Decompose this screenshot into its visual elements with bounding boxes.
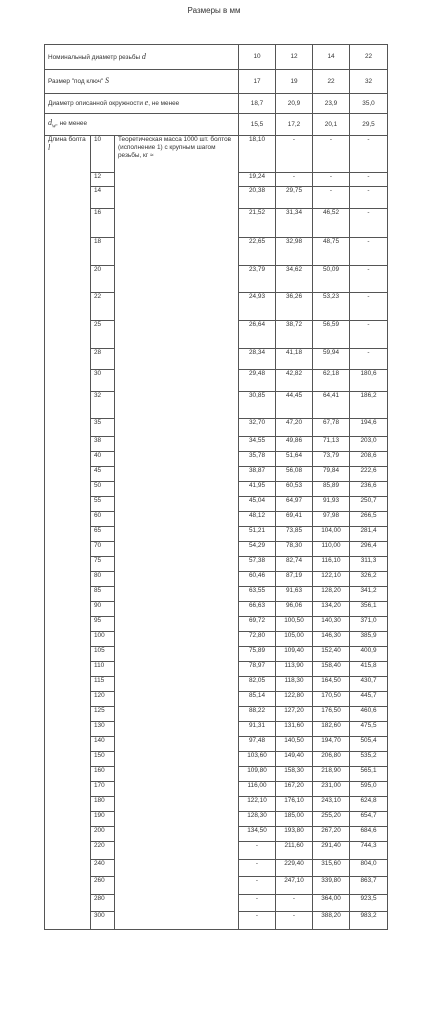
mass-value: 19,24	[239, 173, 276, 187]
mass-value: 29,75	[276, 187, 313, 209]
mass-value: 96,06	[276, 602, 313, 617]
mass-value: 218,90	[313, 767, 350, 782]
mass-value: 185,00	[276, 812, 313, 827]
mass-value: 51,64	[276, 452, 313, 467]
mass-value: 48,12	[239, 512, 276, 527]
mass-value: 250,7	[350, 497, 388, 512]
mass-note: Теоретическая масса 1000 шт. болтов (исполнение 1) с крупным шагом резьбы, кг ≈	[115, 136, 239, 930]
mass-value: 170,50	[313, 692, 350, 707]
length-value: 32	[91, 392, 115, 419]
mass-value: 85,14	[239, 692, 276, 707]
mass-value: 91,63	[276, 587, 313, 602]
mass-value: 415,8	[350, 662, 388, 677]
length-value: 16	[91, 209, 115, 238]
length-value: 180	[91, 797, 115, 812]
mass-value: 983,2	[350, 912, 388, 930]
wrench-size-cell: 32	[350, 70, 388, 94]
mass-value: 79,84	[313, 467, 350, 482]
mass-value: 97,98	[313, 512, 350, 527]
mass-value: 20,38	[239, 187, 276, 209]
mass-value: 28,34	[239, 349, 276, 370]
circle-diameter-cell: 23,9	[313, 94, 350, 114]
mass-value: 73,79	[313, 452, 350, 467]
mass-value: 34,62	[276, 266, 313, 293]
mass-value: -	[313, 173, 350, 187]
mass-value: 64,97	[276, 497, 313, 512]
length-value: 105	[91, 647, 115, 662]
mass-value: 122,10	[239, 797, 276, 812]
length-value: 100	[91, 632, 115, 647]
length-value: 80	[91, 572, 115, 587]
mass-value: 41,95	[239, 482, 276, 497]
mass-value: 267,20	[313, 827, 350, 842]
length-value: 35	[91, 419, 115, 437]
mass-value: 339,80	[313, 877, 350, 895]
mass-value: 109,80	[239, 767, 276, 782]
mass-value: 164,50	[313, 677, 350, 692]
mass-value: 624,8	[350, 797, 388, 812]
mass-value: 535,2	[350, 752, 388, 767]
mass-value: 371,0	[350, 617, 388, 632]
mass-value: 100,50	[276, 617, 313, 632]
mass-value: 131,60	[276, 722, 313, 737]
mass-value: 167,20	[276, 782, 313, 797]
mass-value: -	[239, 877, 276, 895]
mass-value: 23,79	[239, 266, 276, 293]
length-value: 85	[91, 587, 115, 602]
mass-value: -	[276, 912, 313, 930]
length-value: 140	[91, 737, 115, 752]
mass-value: 24,93	[239, 293, 276, 321]
mass-value: 315,60	[313, 860, 350, 877]
mass-value: 654,7	[350, 812, 388, 827]
circle-diameter-cell: 35,0	[350, 94, 388, 114]
length-value: 75	[91, 557, 115, 572]
length-value: 60	[91, 512, 115, 527]
mass-value: 208,6	[350, 452, 388, 467]
mass-value: 266,5	[350, 512, 388, 527]
mass-value: 45,04	[239, 497, 276, 512]
length-value: 300	[91, 912, 115, 930]
mass-value: 385,9	[350, 632, 388, 647]
mass-value: 60,46	[239, 572, 276, 587]
length-value: 22	[91, 293, 115, 321]
length-value: 120	[91, 692, 115, 707]
length-value: 280	[91, 895, 115, 912]
dw-row	[45, 114, 388, 136]
mass-value: 53,23	[313, 293, 350, 321]
dw-cell: 29,5	[350, 114, 388, 136]
mass-value: 128,20	[313, 587, 350, 602]
mass-value: 229,40	[276, 860, 313, 877]
table-row	[45, 136, 388, 173]
mass-value: 69,41	[276, 512, 313, 527]
mass-value: 116,10	[313, 557, 350, 572]
mass-value: 51,21	[239, 527, 276, 542]
length-value: 130	[91, 722, 115, 737]
length-value: 260	[91, 877, 115, 895]
length-value: 170	[91, 782, 115, 797]
mass-value: 311,3	[350, 557, 388, 572]
length-value: 40	[91, 452, 115, 467]
mass-value: 87,19	[276, 572, 313, 587]
mass-value: -	[350, 293, 388, 321]
mass-value: 85,89	[313, 482, 350, 497]
mass-value: 236,6	[350, 482, 388, 497]
mass-value: -	[350, 321, 388, 349]
mass-value: -	[350, 349, 388, 370]
mass-value: -	[350, 209, 388, 238]
mass-value: 54,29	[239, 542, 276, 557]
mass-value: 134,20	[313, 602, 350, 617]
mass-value: 923,5	[350, 895, 388, 912]
mass-value: 75,89	[239, 647, 276, 662]
circle-diameter-label: Диаметр описанной окружности e, не менее	[45, 94, 239, 114]
mass-value: 91,31	[239, 722, 276, 737]
mass-value: 122,10	[313, 572, 350, 587]
mass-value: 206,80	[313, 752, 350, 767]
nominal-diameter-cell: 14	[313, 45, 350, 70]
mass-value: 222,6	[350, 467, 388, 482]
mass-value: 194,6	[350, 419, 388, 437]
length-value: 110	[91, 662, 115, 677]
mass-value: 128,30	[239, 812, 276, 827]
mass-value: 505,4	[350, 737, 388, 752]
mass-value: -	[350, 173, 388, 187]
mass-value: -	[276, 173, 313, 187]
mass-value: 186,2	[350, 392, 388, 419]
mass-value: 109,40	[276, 647, 313, 662]
circle-diameter-cell: 20,9	[276, 94, 313, 114]
mass-value: 326,2	[350, 572, 388, 587]
mass-value: 82,05	[239, 677, 276, 692]
mass-value: -	[313, 187, 350, 209]
length-value: 65	[91, 527, 115, 542]
mass-value: 231,00	[313, 782, 350, 797]
mass-value: 88,22	[239, 707, 276, 722]
mass-value: 140,30	[313, 617, 350, 632]
dw-cell: 20,1	[313, 114, 350, 136]
mass-value: 62,18	[313, 370, 350, 392]
mass-value: 64,41	[313, 392, 350, 419]
mass-value: 744,3	[350, 842, 388, 860]
mass-value: -	[276, 136, 313, 173]
mass-value: -	[239, 912, 276, 930]
mass-value: 34,55	[239, 437, 276, 452]
mass-value: 113,90	[276, 662, 313, 677]
length-value: 190	[91, 812, 115, 827]
mass-value: 176,50	[313, 707, 350, 722]
mass-value: 78,97	[239, 662, 276, 677]
mass-value: 243,10	[313, 797, 350, 812]
mass-value: 445,7	[350, 692, 388, 707]
mass-value: 356,1	[350, 602, 388, 617]
mass-value: 72,80	[239, 632, 276, 647]
mass-value: 684,6	[350, 827, 388, 842]
mass-value: 38,87	[239, 467, 276, 482]
circle-diameter-row	[45, 94, 388, 114]
circle-diameter-cell: 18,7	[239, 94, 276, 114]
mass-value: 50,09	[313, 266, 350, 293]
mass-value: 66,63	[239, 602, 276, 617]
mass-value: 149,40	[276, 752, 313, 767]
mass-value: 281,4	[350, 527, 388, 542]
mass-value: 21,52	[239, 209, 276, 238]
length-value: 95	[91, 617, 115, 632]
mass-value: 71,13	[313, 437, 350, 452]
length-value: 30	[91, 370, 115, 392]
nominal-diameter-cell: 12	[276, 45, 313, 70]
mass-value: 430,7	[350, 677, 388, 692]
mass-value: 31,34	[276, 209, 313, 238]
mass-value: 49,86	[276, 437, 313, 452]
mass-value: 134,50	[239, 827, 276, 842]
length-value: 150	[91, 752, 115, 767]
mass-value: 182,60	[313, 722, 350, 737]
wrench-size-cell: 19	[276, 70, 313, 94]
mass-value: 104,00	[313, 527, 350, 542]
mass-value: 291,40	[313, 842, 350, 860]
mass-value: -	[350, 187, 388, 209]
mass-value: 35,78	[239, 452, 276, 467]
mass-value: 59,94	[313, 349, 350, 370]
length-value: 45	[91, 467, 115, 482]
mass-value: 176,10	[276, 797, 313, 812]
mass-value: 247,10	[276, 877, 313, 895]
length-value: 12	[91, 173, 115, 187]
length-value: 220	[91, 842, 115, 860]
length-value: 50	[91, 482, 115, 497]
mass-value: 296,4	[350, 542, 388, 557]
length-value: 70	[91, 542, 115, 557]
length-value: 20	[91, 266, 115, 293]
mass-value: 118,30	[276, 677, 313, 692]
mass-value: 565,1	[350, 767, 388, 782]
mass-value: 73,85	[276, 527, 313, 542]
dw-cell: 15,5	[239, 114, 276, 136]
mass-value: 110,00	[313, 542, 350, 557]
mass-value: 863,7	[350, 877, 388, 895]
mass-value: -	[313, 136, 350, 173]
bolt-dimensions-table	[44, 44, 388, 930]
mass-value: 475,5	[350, 722, 388, 737]
mass-value: 158,40	[313, 662, 350, 677]
mass-value: 193,80	[276, 827, 313, 842]
mass-value: 56,08	[276, 467, 313, 482]
mass-value: 140,50	[276, 737, 313, 752]
mass-value: 26,64	[239, 321, 276, 349]
mass-value: 56,59	[313, 321, 350, 349]
mass-value: -	[276, 895, 313, 912]
length-value: 90	[91, 602, 115, 617]
mass-value: 57,38	[239, 557, 276, 572]
wrench-size-cell: 17	[239, 70, 276, 94]
mass-value: 116,00	[239, 782, 276, 797]
length-symbol: l	[48, 143, 51, 152]
length-value: 115	[91, 677, 115, 692]
length-value: 125	[91, 707, 115, 722]
mass-value: 41,18	[276, 349, 313, 370]
mass-value: 105,00	[276, 632, 313, 647]
mass-value: 103,60	[239, 752, 276, 767]
mass-value: -	[350, 266, 388, 293]
mass-value: 46,52	[313, 209, 350, 238]
mass-value: 97,48	[239, 737, 276, 752]
dw-label: $d_w$, не менее	[45, 114, 239, 136]
mass-value: 32,70	[239, 419, 276, 437]
length-value: 18	[91, 238, 115, 266]
mass-value: -	[239, 895, 276, 912]
nominal-diameter-cell: 10	[239, 45, 276, 70]
mass-value: 122,80	[276, 692, 313, 707]
mass-value: 595,0	[350, 782, 388, 797]
length-value: 200	[91, 827, 115, 842]
mass-value: 60,53	[276, 482, 313, 497]
mass-value: 18,10	[239, 136, 276, 173]
mass-value: 47,20	[276, 419, 313, 437]
mass-value: 32,98	[276, 238, 313, 266]
mass-value: 194,70	[313, 737, 350, 752]
mass-value: 388,20	[313, 912, 350, 930]
length-value: 55	[91, 497, 115, 512]
mass-value: 146,30	[313, 632, 350, 647]
wrench-size-row	[45, 70, 388, 94]
mass-value: 44,45	[276, 392, 313, 419]
mass-value: -	[239, 860, 276, 877]
length-value: 28	[91, 349, 115, 370]
mass-value: 38,72	[276, 321, 313, 349]
mass-value: 158,30	[276, 767, 313, 782]
mass-value: 341,2	[350, 587, 388, 602]
nominal-diameter-label: Номинальный диаметр резьбы d	[45, 45, 239, 70]
mass-value: 30,85	[239, 392, 276, 419]
mass-value: 42,82	[276, 370, 313, 392]
mass-value: 29,48	[239, 370, 276, 392]
length-value: 14	[91, 187, 115, 209]
mass-value: 180,6	[350, 370, 388, 392]
mass-value: 804,0	[350, 860, 388, 877]
mass-value: -	[239, 842, 276, 860]
length-value: 25	[91, 321, 115, 349]
mass-value: 203,0	[350, 437, 388, 452]
mass-value: 364,00	[313, 895, 350, 912]
length-label-cell	[45, 136, 91, 930]
nominal-diameter-row	[45, 45, 388, 70]
mass-value: 22,65	[239, 238, 276, 266]
mass-value: -	[350, 238, 388, 266]
mass-value: 48,75	[313, 238, 350, 266]
wrench-size-label: Размер "под ключ" S	[45, 70, 239, 94]
mass-value: 63,55	[239, 587, 276, 602]
wrench-size-cell: 22	[313, 70, 350, 94]
length-value: 240	[91, 860, 115, 877]
length-value: 10	[91, 136, 115, 173]
length-value: 38	[91, 437, 115, 452]
nominal-diameter-cell: 22	[350, 45, 388, 70]
dw-cell: 17,2	[276, 114, 313, 136]
mass-value: 82,74	[276, 557, 313, 572]
mass-value: 69,72	[239, 617, 276, 632]
length-value: 160	[91, 767, 115, 782]
length-label: Длина болта	[48, 136, 86, 143]
mass-value: 152,40	[313, 647, 350, 662]
mass-value: -	[350, 136, 388, 173]
mass-value: 36,26	[276, 293, 313, 321]
mass-value: 460,6	[350, 707, 388, 722]
mass-value: 400,9	[350, 647, 388, 662]
mass-value: 67,78	[313, 419, 350, 437]
table-caption: Размеры в мм	[187, 6, 241, 15]
mass-value: 211,60	[276, 842, 313, 860]
mass-value: 127,20	[276, 707, 313, 722]
mass-value: 255,20	[313, 812, 350, 827]
mass-value: 91,93	[313, 497, 350, 512]
mass-value: 78,30	[276, 542, 313, 557]
